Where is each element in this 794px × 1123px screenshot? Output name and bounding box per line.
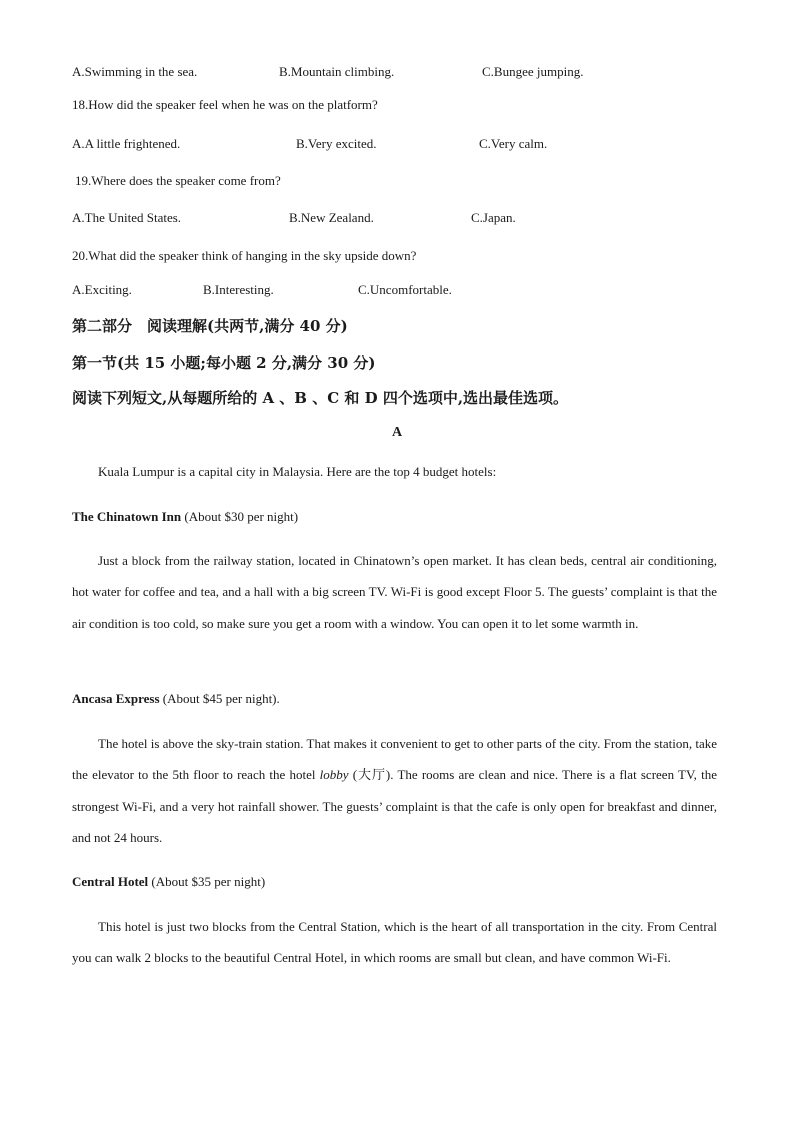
hotel-name: Central Hotel <box>72 874 149 889</box>
glossary-word-lobby: lobby <box>319 767 349 783</box>
reading-instruction: 阅读下列短文,从每题所给的 A 、B 、C 和 D 四个选项中,选出最佳选项。 <box>72 389 569 407</box>
hotel-price: (About $30 per night) <box>181 509 299 524</box>
passage-intro: Kuala Lumpur is a capital city in Malaysia. Here are the top 4 budget hotels: <box>98 464 497 479</box>
q17-option-b: B.Mountain climbing. <box>279 64 395 79</box>
hotel-text-part1: The hotel is above the sky-train station. That makes it convenient to get to other parts of the city. From the station, take the elevator to the 5th floor to reach the hotel <box>72 736 717 783</box>
q20-stem: 20.What did the speaker think of hanging in the sky upside down? <box>72 248 417 263</box>
hotel-title-central <box>72 874 265 890</box>
part2-heading: 第二部分 阅读理解(共两节,满分 40 分) <box>72 317 348 335</box>
q20-option-b: B.Interesting. <box>203 282 274 297</box>
hotel-text-part2: (大厅). The rooms are clean and nice. There is a flat screen TV, the strongest Wi-Fi, and a very hot rainfall shower. The guests’ complaint is that the cafe is only open for breakfast and dinner, and not 24 hours. <box>72 767 718 845</box>
section1-heading: 第一节(共 15 小题;每小题 2 分,满分 30 分) <box>72 354 376 372</box>
hotel-name: The Chinatown Inn <box>72 509 182 524</box>
q18-stem: 18.How did the speaker feel when he was on the platform? <box>72 97 378 112</box>
hotel-description-chinatown <box>72 545 717 639</box>
q19-stem: 19.Where does the speaker come from? <box>75 173 281 188</box>
hotel-price: (About $45 per night). <box>159 691 280 706</box>
hotel-title-chinatown <box>72 509 298 525</box>
q17-option-c: C.Bungee jumping. <box>482 64 584 79</box>
q19-option-a: A.The United States. <box>72 210 182 225</box>
passage-label: A <box>391 425 403 440</box>
hotel-text: This hotel is just two blocks from the Central Station, which is the heart of all transportation in the city. From Central you can walk 2 blocks to the beautiful Central Hotel, in which rooms are small but clean, and have common Wi-Fi. <box>72 919 717 966</box>
q18-option-a: A.A little frightened. <box>72 136 181 151</box>
hotel-description-ancasa <box>72 728 717 853</box>
hotel-price: (About $35 per night) <box>148 874 266 889</box>
q19-option-c: C.Japan. <box>471 210 516 225</box>
q18-option-b: B.Very excited. <box>296 136 377 151</box>
hotel-name: Ancasa Express <box>72 691 160 706</box>
hotel-text: Just a block from the railway station, located in Chinatown’s open market. It has clean beds, central air conditioning, hot water for coffee and tea, and a hall with a big screen TV. Wi-Fi is good except Floor 5. The guests’ complaint is that the air condition is too cold, so make sure you get a room with a window. You can open it to let some warmth in. <box>72 553 717 631</box>
q17-option-a: A.Swimming in the sea. <box>72 64 198 79</box>
q20-option-c: C.Uncomfortable. <box>358 282 452 297</box>
hotel-title-ancasa <box>72 691 280 707</box>
hotel-description-central <box>72 911 717 974</box>
q19-option-b: B.New Zealand. <box>289 210 374 225</box>
q18-option-c: C.Very calm. <box>479 136 548 151</box>
q20-option-a: A.Exciting. <box>72 282 132 297</box>
